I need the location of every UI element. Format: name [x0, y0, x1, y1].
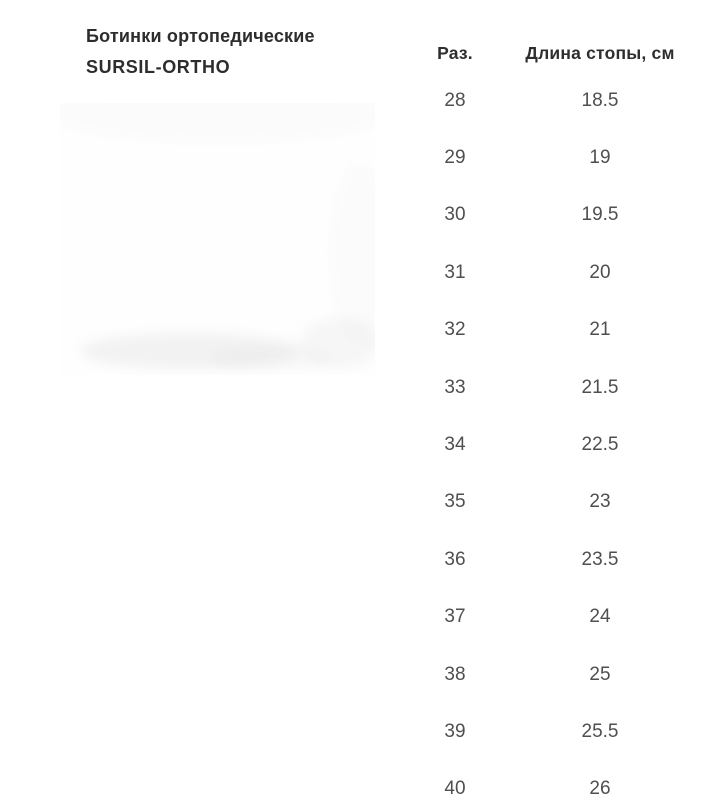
cell-size: 36: [444, 548, 466, 570]
table-row: [410, 589, 700, 646]
size-table: [410, 0, 700, 810]
cell-size: 31: [444, 261, 466, 283]
cell-size: 28: [444, 89, 466, 111]
cell-size: 38: [444, 663, 466, 685]
product-title-line1: Ботинки ортопедические: [86, 26, 315, 46]
product-title-line2: SURSIL-ORTHO: [86, 57, 231, 77]
cell-foot-length: 19.5: [581, 204, 619, 226]
cell-foot-length: 23: [589, 491, 611, 513]
table-row: [410, 244, 700, 301]
table-row: [410, 72, 700, 129]
cell-foot-length: 25.5: [581, 720, 619, 742]
photo-smudge: [210, 348, 330, 370]
photo-smudge: [330, 163, 375, 343]
cell-foot-length: 21.5: [581, 376, 619, 398]
cell-size: 39: [444, 720, 466, 742]
size-table-body: [410, 72, 700, 810]
product-image: [60, 103, 375, 375]
table-row: [410, 416, 700, 473]
header-foot-length: Длина стопы, см: [525, 43, 675, 63]
header-size: Раз.: [437, 43, 473, 63]
product-title: [86, 21, 406, 83]
table-row: [410, 646, 700, 703]
size-table-header: [410, 43, 700, 65]
table-row: [410, 474, 700, 531]
cell-size: 29: [444, 147, 466, 169]
cell-foot-length: 23.5: [581, 548, 619, 570]
cell-size: 32: [444, 319, 466, 341]
table-row: [410, 302, 700, 359]
cell-foot-length: 21: [589, 319, 611, 341]
table-row: [410, 129, 700, 186]
cell-foot-length: 18.5: [581, 89, 619, 111]
table-row: [410, 703, 700, 760]
cell-size: 30: [444, 204, 466, 226]
table-row: [410, 531, 700, 588]
cell-foot-length: 24: [589, 606, 611, 628]
cell-foot-length: 20: [589, 261, 611, 283]
cell-size: 33: [444, 376, 466, 398]
table-row: [410, 187, 700, 244]
cell-size: 35: [444, 491, 466, 513]
table-row: [410, 761, 700, 810]
cell-foot-length: 26: [589, 778, 611, 800]
cell-foot-length: 22.5: [581, 434, 619, 456]
cell-size: 34: [444, 434, 466, 456]
cell-foot-length: 19: [589, 147, 611, 169]
cell-size: 40: [444, 778, 466, 800]
cell-foot-length: 25: [589, 663, 611, 685]
photo-smudge: [60, 103, 375, 143]
table-row: [410, 359, 700, 416]
cell-size: 37: [444, 606, 466, 628]
